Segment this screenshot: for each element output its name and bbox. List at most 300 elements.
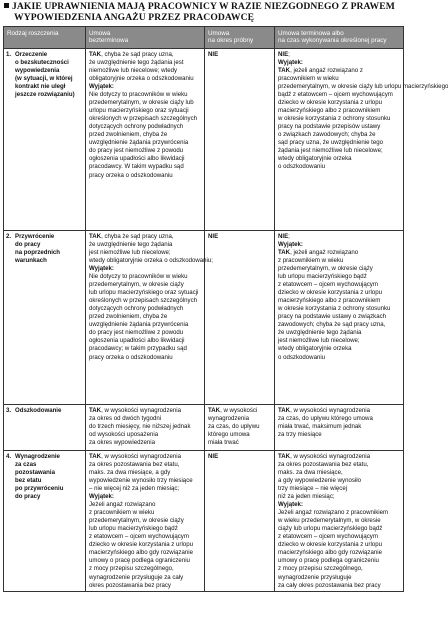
claim-name-line [6, 51, 83, 59]
claim-number: 3. [6, 406, 12, 414]
cell-line [278, 574, 401, 582]
cell-text: przedemerytalnym, w okresie ciąży lub urlopu macierzyńskiego [278, 83, 448, 90]
cell-text: przedemerytalnym, w okresie ciąży [89, 517, 184, 525]
cell-text: wynagrodzenie przysługuje [278, 573, 352, 581]
cell-text: wtedy obligatoryjnie orzeka o odszkodowaniu; [89, 256, 213, 264]
cell-line [89, 99, 202, 107]
cell-bold-text: TAK [278, 248, 291, 256]
cell-text: dziecko w okresie korzystania z urlopu [278, 99, 382, 107]
cell-line [89, 172, 202, 180]
cell-line [208, 439, 272, 447]
cell-text: , chyba że sąd pracy uzna, [101, 232, 174, 240]
cell-line [89, 574, 202, 582]
cell-bold-text: TAK [278, 452, 291, 460]
claim-name-text: o bezskuteczności [15, 58, 69, 66]
cell-line [278, 557, 401, 565]
cell-text: pracy na podstawie ustawy o związkach [278, 313, 387, 321]
cell-line [89, 115, 202, 123]
probation-contract-cell [205, 450, 275, 591]
cell-text: niemożliwe lub niecelowe; wtedy [89, 66, 178, 74]
cell-text: przed zwolnieniem, chyba że [89, 313, 168, 321]
cell-text: , w wysokości [220, 406, 258, 414]
cell-line [278, 91, 401, 99]
cell-line [89, 313, 202, 321]
cell-line [278, 525, 401, 533]
cell-bold-text: TAK [278, 406, 291, 414]
cell-text: dotyczących ochrony podwładnych [89, 123, 184, 131]
header-indefinite-contract [86, 27, 205, 49]
cell-text: uwzględnienie żądania przywrócenia [89, 321, 189, 329]
cell-line [278, 297, 401, 305]
claim-name-text: Orzeczenie [15, 50, 48, 58]
cell-text: w wieku przedemerytalnym, w okresie [278, 517, 381, 525]
cell-line [89, 509, 202, 517]
cell-line [89, 517, 202, 525]
claim-name-text: bez etatu [15, 476, 42, 484]
cell-text: maks. za dwa miesiące, a gdy [89, 468, 171, 476]
cell-line [89, 337, 202, 345]
probation-contract-cell [205, 230, 275, 404]
cell-line [278, 59, 401, 67]
indefinite-contract-cell [86, 230, 213, 404]
cell-line [208, 51, 272, 59]
fixed-term-contract-cell [275, 404, 404, 450]
header-probation-contract [205, 27, 275, 49]
cell-line [89, 139, 202, 147]
cell-line [278, 345, 401, 353]
cell-text: za cały okres pozostawania bez pracy [278, 581, 381, 589]
claim-number: 4. [6, 452, 12, 460]
cell-text: ; [288, 50, 290, 58]
claim-note-line: jeszcze rozwiązaniu) [15, 91, 75, 99]
claim-type-cell [4, 48, 86, 230]
claim-name-line [6, 59, 83, 67]
cell-line [278, 533, 401, 541]
cell-line [278, 517, 401, 525]
cell-line [89, 256, 213, 265]
cell-text: pracodawcy; w takim przypadku sąd [89, 345, 187, 353]
claim-name-text: do pracy [15, 493, 41, 501]
cell-text: dziecko w okresie korzystania z urlopu [278, 289, 382, 297]
cell-bold-text: TAK [208, 406, 221, 414]
cell-text: a gdy wypowiedzenie wynosiło [278, 476, 361, 484]
cell-line [278, 321, 401, 329]
cell-line [89, 155, 202, 163]
cell-text: o odszkodowaniu [278, 353, 326, 361]
claim-type-cell [4, 230, 86, 404]
fixed-term-contract-cell [275, 450, 404, 591]
title-line-1 [4, 1, 395, 12]
cell-line [89, 59, 202, 67]
cell-line [89, 423, 202, 431]
cell-line [89, 354, 202, 362]
cell-line [278, 139, 401, 147]
cell-line [278, 423, 401, 431]
cell-text: jest niemożliwe lub niecelowe; [278, 337, 360, 345]
cell-line [89, 439, 202, 447]
cell-text: z pracownikiem w wieku [89, 509, 155, 517]
claim-name-line [6, 485, 83, 493]
claim-name-text: pozostawania [15, 468, 55, 476]
title-line-1-text: JAKIE UPRAWNIENIA MAJĄ PRACOWNICY W RAZIE NIEZGODNEGO Z PRAWEM [12, 1, 395, 12]
table-body [4, 48, 448, 591]
cell-text: pracodawcy. W takim wypadku sąd [89, 163, 184, 171]
cell-line [278, 281, 401, 289]
cell-line [278, 407, 401, 415]
cell-text: lub urlopu macierzyńskiego oraz sytuacji [89, 289, 199, 297]
cell-text: za okres pozostawania bez etatu, [89, 460, 180, 468]
cell-text: dziecko w okresie korzystania z urlopu [278, 541, 382, 549]
cell-line [89, 415, 202, 423]
cell-line [89, 265, 202, 273]
cell-line [278, 305, 401, 313]
cell-line [278, 75, 401, 83]
claim-type-cell [4, 450, 86, 591]
cell-line [208, 423, 272, 431]
cell-text: – nie więcej niż za jeden miesiąc; [89, 485, 180, 492]
cell-line [89, 305, 202, 313]
cell-bold-text: Wyjątek: [89, 493, 114, 501]
cell-line [89, 485, 202, 493]
claim-name-line [6, 407, 83, 415]
cell-bold-text: Wyjątek: [278, 501, 303, 509]
cell-line [208, 415, 272, 423]
cell-text: przedemerytalnym, w okresie ciąży [89, 281, 184, 289]
cell-line [278, 415, 401, 423]
cell-text: , w wysokości wynagrodzenia [290, 406, 371, 414]
cell-line [278, 431, 401, 439]
cell-text: sąd pracy uzna, że uwzględnienie tego [278, 139, 384, 147]
cell-text: do pracy jest niemożliwe z powodu [89, 329, 184, 337]
cell-line [89, 51, 202, 59]
indefinite-contract-cell [86, 404, 205, 450]
cell-text: za czas, do upływu którego umowa [278, 414, 373, 422]
claim-name-line [6, 477, 83, 485]
cell-line [89, 131, 202, 139]
cell-line [89, 297, 202, 305]
cell-line [278, 257, 401, 265]
cell-line [278, 509, 401, 517]
cell-bold-text: NIE [208, 50, 219, 58]
cell-line [278, 337, 401, 345]
cell-bold-text: NIE [278, 232, 289, 240]
cell-text: , w wysokości wynagrodzenia [101, 452, 182, 460]
cell-text: za czas, do upływu [208, 422, 260, 430]
cell-text: jest niemożliwe lub niecelowe; [89, 248, 171, 256]
cell-text: , w wysokości wynagrodzenia [290, 452, 371, 460]
document-title [4, 1, 404, 23]
claim-number: 2. [6, 232, 12, 240]
fixed-term-contract-cell [275, 230, 404, 404]
cell-line [278, 147, 401, 155]
cell-text: wtedy obligatoryjnie orzeka [278, 345, 352, 353]
cell-text: że uwzględnienie tego żądania [89, 240, 173, 248]
cell-text: Jeżeli angaż rozwiązano z pracownikiem [278, 509, 389, 517]
header-line: na czas wykonywania określonej pracy [278, 37, 387, 45]
cell-line [278, 549, 401, 557]
cell-text: ciąży lub urlopu macierzyńskiego bądź [278, 525, 383, 533]
cell-text: że uwzględnienie tego żądania [278, 329, 362, 337]
cell-text: z etatowcem – ojcem wychowującym [278, 533, 378, 541]
cell-line [89, 345, 202, 353]
table-row [4, 404, 404, 450]
cell-text: do trzech miesięcy, nie niższej jednak [89, 422, 191, 430]
cell-text: z etatowcem – ojcem wychowującym [89, 533, 189, 541]
cell-line [89, 233, 202, 241]
claim-name-text: wypowiedzenia [15, 66, 60, 74]
cell-text: lub urlopu macierzyńskiego bądź [89, 525, 178, 533]
claim-name-line [6, 453, 83, 461]
table-row [4, 450, 404, 591]
cell-text: o związkach zawodowych; chyba że [278, 131, 376, 139]
cell-line [278, 131, 401, 139]
cell-line [278, 155, 401, 163]
cell-text: z mocy przepisu szczególnego, [89, 565, 174, 573]
claim-number: 1. [6, 50, 12, 58]
cell-bold-text: NIE [208, 452, 219, 460]
fixed-term-contract-cell [275, 48, 448, 230]
cell-line [89, 273, 202, 281]
cell-line [89, 289, 202, 297]
cell-line [278, 51, 401, 59]
claim-name-text: na poprzednich [15, 248, 61, 256]
cell-line [278, 313, 401, 321]
cell-bold-text: TAK [89, 452, 102, 460]
cell-text: macierzyńskiego albo gdy rozwiązanie [89, 549, 193, 557]
cell-bold-text: NIE [208, 232, 219, 240]
cell-line [89, 565, 202, 573]
cell-text: umowy o pracę podlega ograniczeniu [278, 557, 379, 565]
cell-line [278, 265, 401, 273]
cell-text: przed zwolnieniem, chyba że [89, 131, 168, 139]
cell-bold-text: TAK [89, 232, 102, 240]
cell-text: określonych w przepisach szczególnych [89, 297, 198, 305]
cell-line [89, 123, 202, 131]
cell-text: żądania jest niemożliwe lub niecelowe; [278, 147, 383, 155]
cell-line [278, 477, 401, 485]
cell-bold-text: Wyjątek: [278, 58, 303, 66]
claim-note-line: (w sytuacji, w której [15, 74, 73, 82]
header-claim-type [4, 27, 86, 49]
cell-text: z etatowcem – ojcem wychowującym [278, 281, 378, 289]
cell-line [89, 469, 202, 477]
cell-text: umowy o pracę podlega ograniczeniu [89, 557, 190, 565]
cell-line [278, 115, 401, 123]
cell-text: do pracy jest niemożliwe z powodu [89, 147, 184, 155]
cell-line [89, 549, 202, 557]
cell-line [89, 477, 202, 485]
claim-name-line [6, 249, 83, 257]
claim-name-line [6, 241, 83, 249]
cell-line [208, 431, 272, 439]
cell-bold-text: NIE [278, 50, 289, 58]
cell-bold-text: TAK [278, 66, 291, 74]
header-line: Umowa [89, 30, 111, 37]
cell-text: z pracownikiem w wieku [278, 256, 344, 264]
claim-name-line [6, 233, 83, 241]
cell-text: Nie dotyczy to pracowników w wieku [89, 91, 188, 99]
cell-text: wynagrodzenia [208, 414, 249, 422]
claim-name-line [6, 257, 83, 265]
cell-text: lub urlopu macierzyńskiego bądź [278, 273, 367, 281]
cell-text: bądź z etatowcem – ojcem wychowującym [278, 91, 393, 99]
cell-text: za okres pozostawania bez etatu, [278, 460, 369, 468]
cell-text: maks. za dwa miesiące, [278, 468, 343, 476]
cell-text: określonych w przepisach szczególnych [89, 115, 198, 123]
cell-line [278, 83, 448, 91]
cell-line [208, 233, 272, 241]
cell-text: Nie dotyczy to pracowników w wieku [89, 273, 188, 281]
cell-line [89, 67, 202, 75]
header-line: bezterminowa [89, 37, 129, 45]
cell-bold-text: Wyjątek: [89, 83, 114, 90]
cell-bold-text: Wyjątek: [89, 265, 114, 272]
claim-name-line [6, 67, 83, 75]
cell-line [278, 163, 401, 171]
title-line-2: WYPOWIEDZENIA ANGAŻU PRZEZ PRACODAWCĘ [14, 12, 255, 23]
claim-type-cell [4, 404, 86, 450]
cell-text: ogłoszenia upadłości albo likwidacji [89, 337, 185, 345]
table-row [4, 48, 404, 230]
cell-text: za okres od dwóch tygodni [89, 414, 162, 422]
cell-line [208, 407, 272, 415]
cell-line [89, 557, 202, 565]
cell-text: w okresie korzystania z ochrony stosunku [278, 115, 391, 123]
cell-line [278, 67, 401, 75]
claim-note-line: kontrakt nie uległ [15, 83, 66, 90]
cell-line [278, 582, 401, 590]
claim-name-text: do pracy [15, 240, 41, 248]
cell-text: macierzyńskiego albo gdy rozwiązanie [278, 549, 382, 557]
cell-line [278, 493, 401, 501]
cell-line [89, 407, 202, 415]
cell-text: macierzyńskiego albo z pracownikiem [278, 297, 381, 305]
cell-line [278, 501, 401, 509]
cell-line [89, 533, 202, 541]
cell-text: w okresie korzystania z ochrony stosunku [278, 305, 391, 313]
cell-line [278, 233, 401, 241]
cell-line [89, 91, 202, 99]
cell-bold-text: Wyjątek: [278, 240, 303, 248]
cell-line [89, 453, 202, 461]
cell-line [278, 289, 401, 297]
cell-text: urlopu macierzyńskiego oraz sytuacji [89, 107, 189, 115]
cell-line [89, 493, 202, 501]
cell-line [278, 354, 401, 362]
cell-line [89, 329, 202, 337]
cell-text: , w wysokości wynagrodzenia [101, 406, 182, 414]
cell-line [89, 501, 202, 509]
claim-name-text: Wynagrodzenie [15, 452, 60, 460]
cell-line [278, 461, 401, 469]
cell-text: , jeżeli angaż rozwiązano [290, 248, 359, 256]
cell-text: którego umowa [208, 430, 250, 438]
claim-name-text: warunkach [15, 256, 47, 264]
cell-line [278, 99, 401, 107]
cell-line [89, 582, 202, 590]
cell-text: że uwzględnienie tego żądania jest [89, 58, 184, 66]
table-row [4, 230, 404, 404]
cell-text: ; [288, 232, 290, 240]
claim-name-text: Odszkodowanie [15, 406, 62, 414]
cell-text: miała trwać [208, 439, 239, 446]
cell-line [278, 107, 401, 115]
cell-line [89, 525, 202, 533]
cell-text: macierzyńskiego albo z pracownikiem [278, 107, 381, 115]
indefinite-contract-cell [86, 48, 205, 230]
cell-line [89, 107, 202, 115]
bullet-square-icon [4, 3, 9, 8]
cell-text: wypowiedzenie wynosiło trzy miesiące [89, 476, 193, 484]
claim-name-text: za czas [15, 460, 37, 468]
indefinite-contract-cell [86, 450, 205, 591]
cell-line [278, 485, 401, 493]
claim-name-line [6, 461, 83, 469]
cell-line [208, 453, 272, 461]
cell-line [278, 249, 401, 257]
claim-name-text: po przywróceniu [15, 485, 64, 492]
cell-line [278, 469, 401, 477]
cell-line [278, 329, 401, 337]
cell-text: Jeżeli angaż rozwiązano [89, 501, 156, 509]
cell-text: uwzględnienie żądania przywrócenia [89, 139, 189, 147]
cell-text: wynagrodzenie przysługuje za cały [89, 573, 184, 581]
cell-text: trzy miesiące – nie więcej [278, 485, 348, 492]
cell-text: przedemerytalnym, w okresie ciąży [278, 265, 373, 272]
cell-line [89, 163, 202, 171]
cell-line [278, 541, 401, 549]
cell-line [89, 321, 202, 329]
cell-line [89, 431, 202, 439]
cell-text: obligatoryjnie orzeka o odszkodowaniu [89, 74, 194, 82]
cell-text: o odszkodowaniu [278, 163, 326, 171]
header-fixed-term-contract [275, 27, 404, 49]
cell-text: dotyczących ochrony podwładnych [89, 305, 184, 313]
cell-text: od wysokości uposażenia [89, 430, 159, 438]
cell-text: ogłoszenia upadłości albo likwidacji [89, 155, 185, 163]
cell-text: z mocy przepisu szczególnego, [278, 565, 363, 573]
header-line: Rodzaj roszczenia [7, 30, 59, 37]
cell-line [278, 453, 401, 461]
cell-text: pracy orzeka o odszkodowaniu [89, 353, 173, 361]
cell-text: za okres wypowiedzenia [89, 439, 156, 446]
probation-contract-cell [205, 48, 275, 230]
cell-line [89, 241, 202, 249]
cell-line [278, 123, 401, 131]
cell-text: , chyba że sąd pracy uzna, [101, 50, 174, 58]
cell-text: zawodowych; chyba że sąd pracy uzna, [278, 321, 386, 329]
cell-line [89, 249, 202, 257]
cell-line [278, 565, 401, 573]
rights-table [3, 26, 448, 592]
cell-text: pracownikiem w wieku [278, 74, 339, 82]
probation-contract-cell [205, 404, 275, 450]
cell-text: miała trwać, maksimum jednak [278, 422, 362, 430]
cell-text: okres pozostawania bez pracy [89, 581, 171, 589]
cell-bold-text: TAK [89, 50, 102, 58]
cell-text: niż za jeden miesiąc; [278, 493, 335, 501]
cell-text: dziecko w okresie korzystania z urlopu [89, 541, 193, 549]
cell-line [89, 281, 202, 289]
cell-line [89, 83, 202, 91]
claim-name-line [6, 493, 83, 501]
cell-text: wtedy obligatoryjnie orzeka [278, 155, 352, 163]
cell-line [89, 541, 202, 549]
table-header-row [4, 27, 404, 49]
cell-line [89, 147, 202, 155]
cell-line [278, 273, 401, 281]
cell-text: , jeżeli angaż rozwiązano z [290, 66, 363, 74]
